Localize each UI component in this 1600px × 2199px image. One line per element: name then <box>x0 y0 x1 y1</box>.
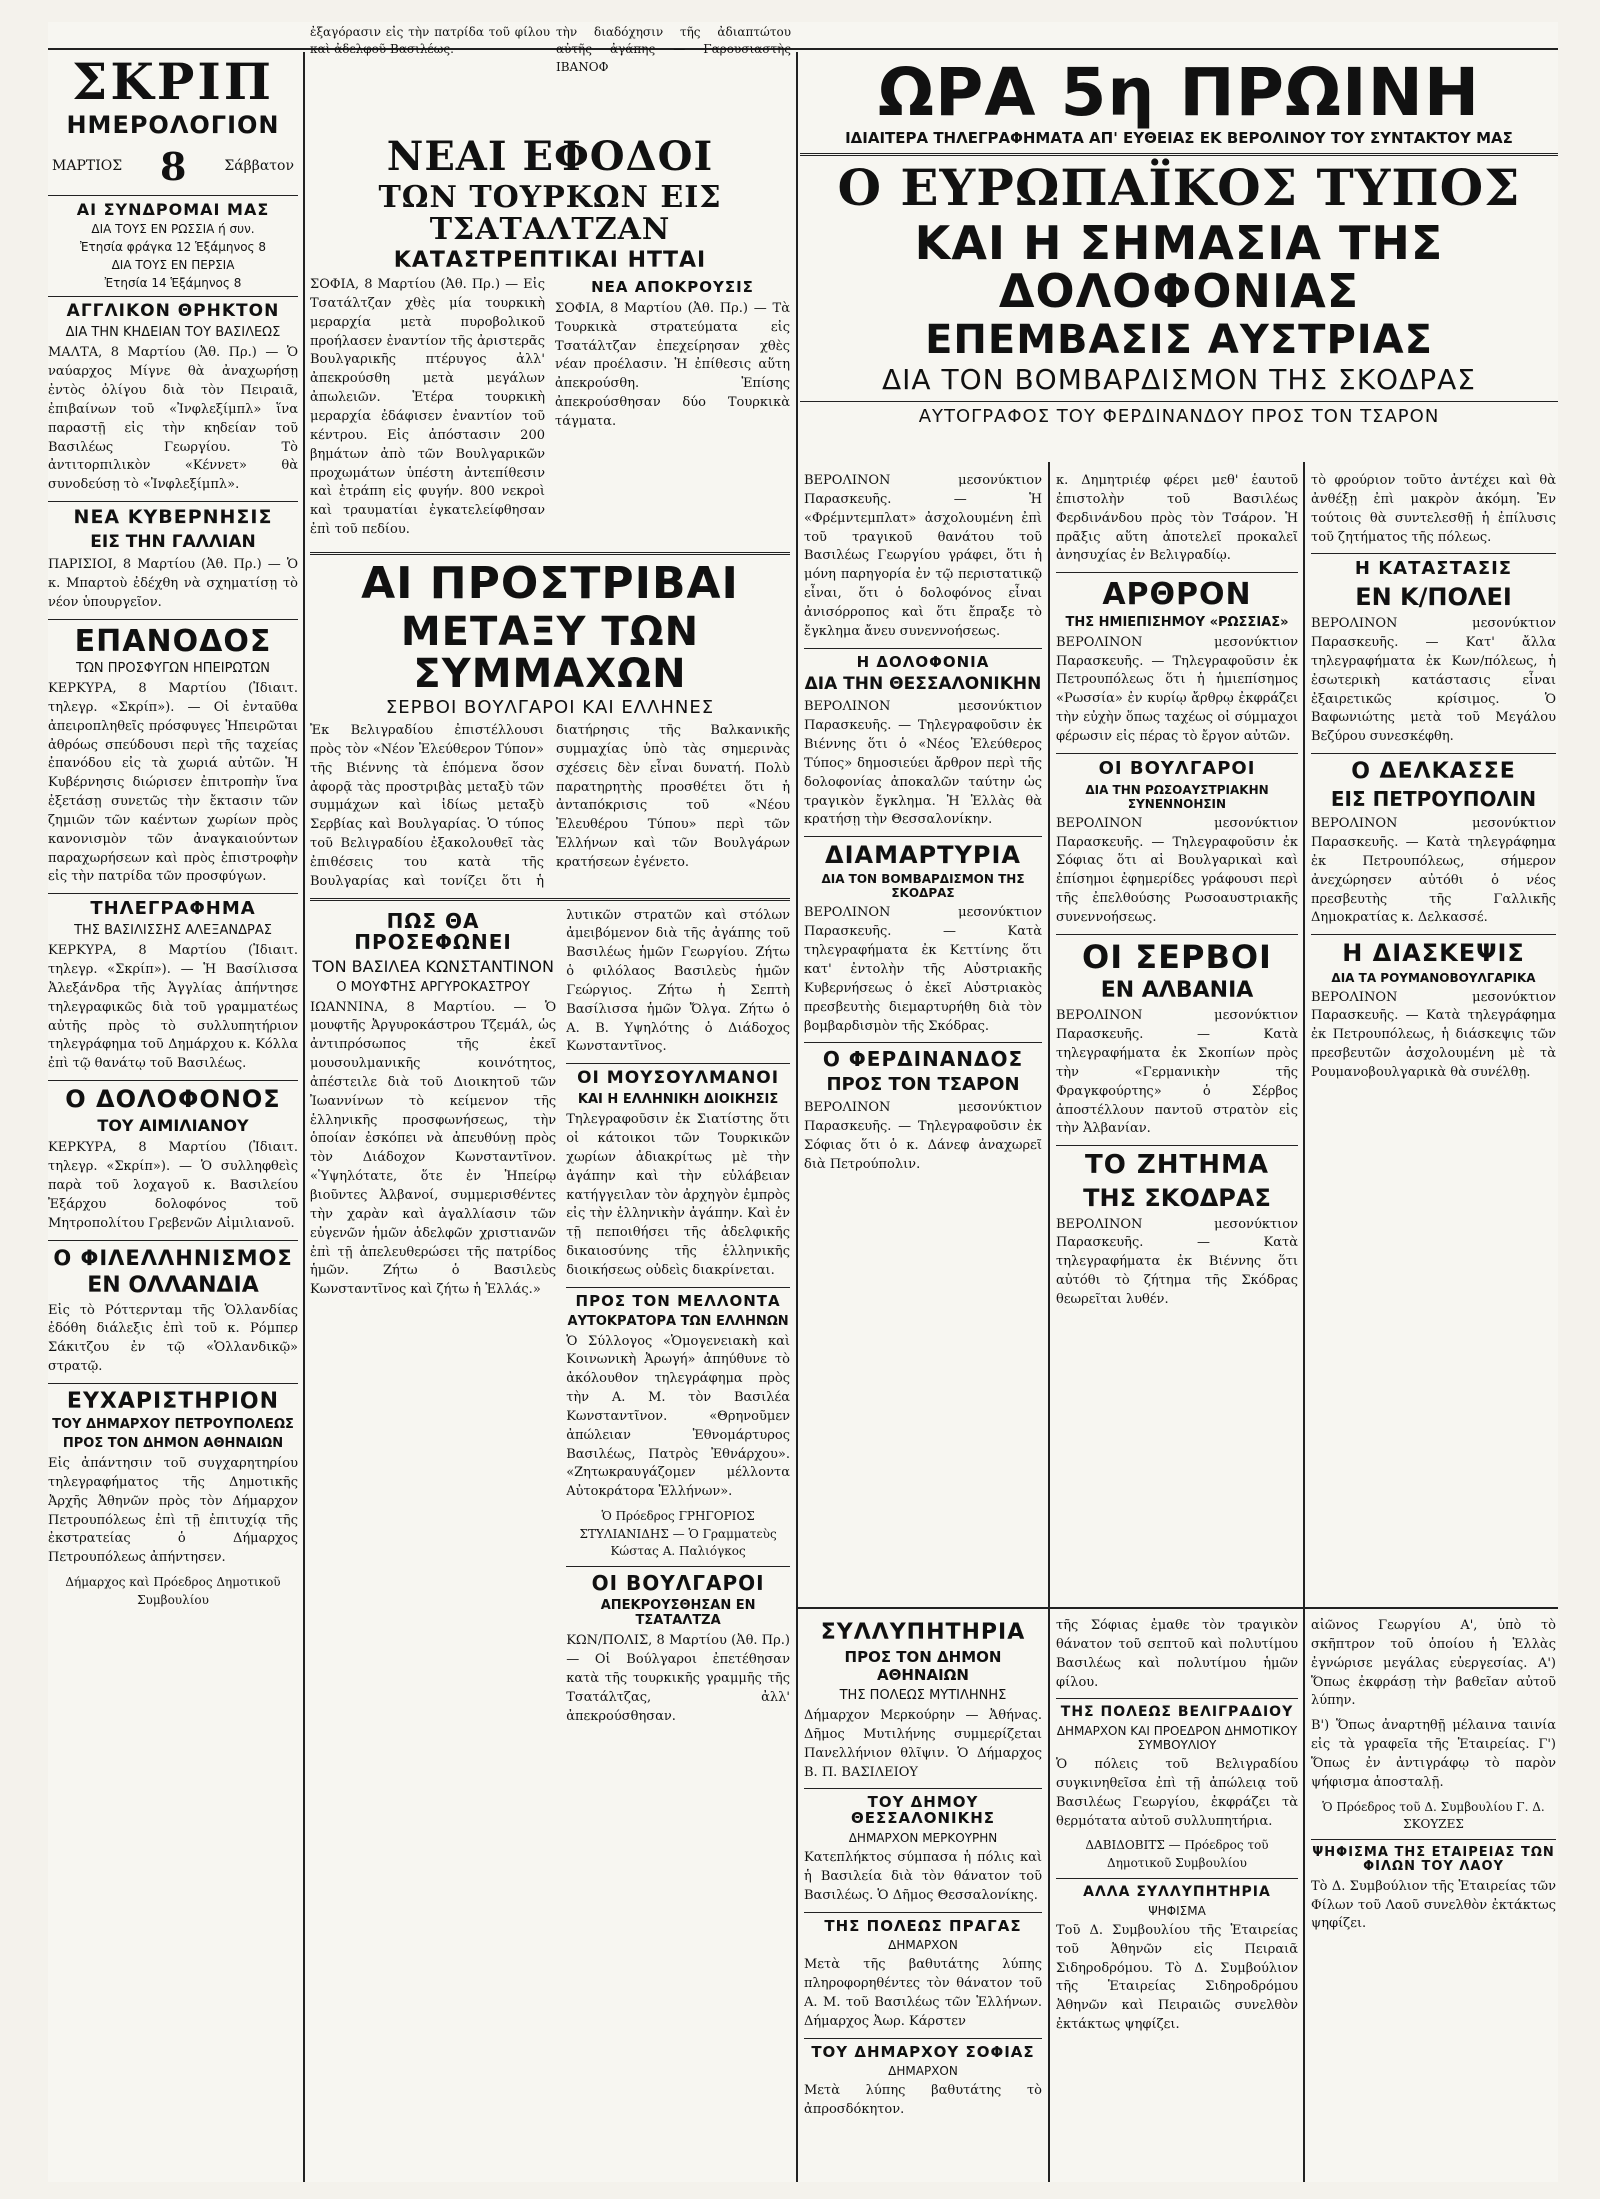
article-body: ΒΕΡΟΛΙΝΟΝ μεσονύκτιον Παρασκευῆς. — Τηλεγραφοῦσιν ἐκ Σόφιας ὅτι αἱ Βουλγαρικαὶ καὶ ἐπίσημοι ἐφημερίδες γράφουσι περὶ τῆς ἐπελθούσης Ρωσοαυστριακῆς συνεννοήσεως. <box>1056 815 1298 925</box>
signature: Ὁ Πρόεδρος τοῦ Δ. Συμβουλίου Γ. Δ. ΣΚΟΥΖΕΣ <box>1322 1799 1545 1831</box>
column-1 <box>48 52 298 2182</box>
subs-line: ΔΙΑ ΤΟΥΣ ΕΝ ΠΕΡΣΙΑ <box>111 258 235 273</box>
column-2 <box>310 132 790 2182</box>
signature: Δήμαρχος καὶ Πρόεδρος Δημοτικοῦ Συμβουλίου <box>65 1575 281 1607</box>
article-body: ΒΕΡΟΛΙΝΟΝ μεσονύκτιον Παρασκευῆς. — Κατὰ τηλεγράφημα ἐκ Πετρουπόλεως, σήμερον ἀνεχώρησεν αὐτόθι ὁ νέος πρεσβευτὴς τῆς Γαλλικῆς Δημοκρατίας κ. Δελκασσέ. <box>1311 816 1556 926</box>
article-title: ΤΟ ΖΗΤΗΜΑ <box>1085 1150 1269 1181</box>
top-strip-text: ἐξαγόρασιν εἰς τὴν πατρίδα τοῦ φίλου καὶ ἀδελφοῦ Βασιλέως. <box>310 25 550 57</box>
article-title: ΨΗΦΙΣΜΑ ΤΗΣ ΕΤΑΙΡΕΙΑΣ ΤΩΝ ΦΙΛΩΝ ΤΟΥ ΛΑΟΥ <box>1312 1845 1555 1875</box>
article-subtitle: Ο ΜΟΥΦΤΗΣ ΑΡΓΥΡΟΚΑΣΤΡΟΥ <box>336 979 530 995</box>
banner: ΩΡΑ 5η ΠΡΩΙΝΗ <box>877 54 1481 131</box>
article-subtitle: ΕΝ ΟΛΛΑΝΔΙΑ <box>87 1272 259 1298</box>
article-body: λυτικῶν στρατῶν καὶ στόλων ἀμειβόμενον διὰ τῆς ἀγάπης τοῦ Βασιλέως ἡμῶν Γεωργίου. Ζήτω ὁ φιλόλαος Βασιλεὺς ἡμῶν Γεώργιος. Ζήτω ἡ Σεπτὴ Βασίλισσα ἡμῶν Ὄλγα. Ζήτω ὁ Α. Β. Υψηλότης ὁ Διάδοχος Κωνσταντῖνος. <box>566 907 790 1055</box>
article-subtitle: ΠΡΟΣ ΤΟΝ ΔΗΜΟΝ ΑΘΗΝΑΙΩΝ <box>62 1436 284 1452</box>
article-subtitle: ΤΟΝ ΒΑΣΙΛΕΑ ΚΩΝΣΤΑΝΤΙΝΟΝ <box>312 956 554 976</box>
article-body: ΚΕΡΚΥΡΑ, 8 Μαρτίου (Ἰδιαιτ. τηλεγρ. «Σκρίπ»). — Οἱ ἐνταῦθα ἀπειροπληθεῖς πρόσφυγες Ἠπειρῶται ἀθρόως σπεύδουσι περὶ τῆς ταχείας ἐπανόδου εἰς τὰ χωριά αὐτῶν. Ἡ Κυβέρνησις διώρισεν ἐπιτροπὴν ἵνα ἐξετάσῃ συνετῶς τὴν ἔκτασιν τῶν ζημιῶν τῶν καέντων χωρίων πρὸς κανονισμὸν τῶν ἀναγκαιούντων παραχωρήσεων καὶ πρὸς ἐπιστροφὴν εἰς τὴν πατρίδα τῶν προσφύγων. <box>48 681 298 885</box>
column-rule <box>1303 462 1305 1622</box>
article-body: Κατεπλήκτος σύμπασα ἡ πόλις καὶ ἡ Βασιλεία διὰ τὸν θάνατον τοῦ Βασιλέως. Ὁ Δῆμος Θεσσαλονίκης. <box>804 1849 1042 1903</box>
masthead-subtitle: ΗΜΕΡΟΛΟΓΙΟΝ <box>66 110 280 139</box>
article-body: ΒΕΡΟΛΙΝΟΝ μεσονύκτιον Παρασκευῆς. — Τηλεγραφοῦσιν ἐκ Πετρουπόλεως ὅτι ἡ ἡμιεπίσημος «Ρωσσία» ἐν κυρίῳ ἄρθρῳ ἐκφράζει τὴν εὐχὴν ὅπως ταχέως οἱ σύμμαχοι φέρωσιν εἰς πέρας τὸ ἔργον αὐτῶν. <box>1056 634 1298 744</box>
article-body: ΜΑΛΤΑ, 8 Μαρτίου (Ἀθ. Πρ.) — Ὁ ναύαρχος Μίγνε θὰ ἀναχωρήσῃ ἐντὸς ὀλίγου διὰ τὸν Πειραιᾶ, ἐπιβαίνων τοῦ «Ἰνφλεξίμπλ» ἵνα παραστῇ εἰς τὴν κηδείαν τοῦ Βασιλέως Γεωργίου. Τὸ ἀντιτορπιλικὸν «Κέννετ» θὰ συνοδεύσῃ τὸ «Ἰνφλεξίμπλ». <box>48 345 298 493</box>
article-body: ΚΕΡΚΥΡΑ, 8 Μαρτίου (Ἰδιαιτ. τηλεγρ. «Σκρίπ»). — Ὁ συλληφθεὶς παρὰ τοῦ λοχαγοῦ κ. Βασιλείου Ἐξάρχου δολοφόνος τοῦ Μητροπολίτου Γρεβενῶν Αἰμιλιανοῦ. <box>48 1140 298 1231</box>
article-subtitle: ΑΠΕΚΡΟΥΣΘΗΣΑΝ ΕΝ ΤΣΑΤΑΛΤΖΑ <box>600 1598 756 1629</box>
article-body: ΠΑΡΙΣΙΟΙ, 8 Μαρτίου (Ἀθ. Πρ.) — Ὁ κ. Μπαρτοὺ ἐδέχθη νὰ σχηματίσῃ τὸ νέον ὑπουργεῖον. <box>48 557 298 610</box>
right-headline-block <box>800 52 1558 462</box>
lead-subtitle: ΣΕΡΒΟΙ ΒΟΥΛΓΑΡΟΙ ΚΑΙ ΕΛΛΗΝΕΣ <box>385 697 715 719</box>
article-body: Δήμαρχον Μερκούρην — Ἀθήνας. Δῆμος Μυτιλήνης συμμερίζεται Πανελλήνιον θλῖψιν. Ὁ Δήμαρχος Β. Π. ΒΑΣΙΛΕΙΟΥ <box>804 1708 1042 1780</box>
article-body: ΣΟΦΙΑ, 8 Μαρτίου (Ἀθ. Πρ.) — Τὰ Τουρκικὰ στρατεύματα εἰς Τσατάλτζαν ἐπεχείρησαν χθὲς νέαν προέλασιν. Ἡ ἐπίθεσις αὕτη ἀπεκρούσθη. Ἐπίσης ἀπεκρούσθησαν δύο Τουρκικὰ τάγματα. <box>555 300 790 429</box>
article-subtitle: ΠΡΟΣ ΤΟΝ ΤΣΑΡΟΝ <box>826 1074 1020 1096</box>
article-body: ΒΕΡΟΛΙΝΟΝ μεσονύκτιον Παρασκευῆς. — Ἡ «Φρέμντεμπλατ» ἀσχολουμένη ἐπὶ τοῦ τραγικοῦ θανάτου τοῦ Βασιλέως Γεωργίου γράφει, ὅτι ἡ μόνη παρηγορία ἐν τῷ περιστατικῷ εἶναι, ὅτι ὁ δολοφόνος εἶναι ἀνισόρροπος καὶ ὅτι ἔπραξε τὸ ἔγκλημα ἄνευ συνεννοήσεως. <box>804 473 1042 639</box>
lower-column-1 <box>804 1617 1042 2182</box>
top-rule <box>48 48 1558 50</box>
top-strip-left <box>310 24 550 124</box>
subs-line: Ἐτησία φράγκα 12 Ἑξάμηνος 8 <box>79 240 267 255</box>
article-title: Ο ΦΕΡΔΙΝΑΝΔΟΣ <box>822 1047 1024 1072</box>
lead-subtitle: ΤΩΝ ΤΟΥΡΚΩΝ ΕΙΣ ΤΣΑΤΑΛΤΖΑΝ <box>378 180 722 247</box>
day: 8 <box>159 143 187 189</box>
article-subtitle: ΕΝ ΑΛΒΑΝΙΑ <box>1100 978 1254 1004</box>
banner-subtitle: ΙΔΙΑΙΤΕΡΑ ΤΗΛΕΓΡΑΦΗΜΑΤΑ ΑΠ' ΕΥΘΕΙΑΣ ΕΚ ΒΕΡΟΛΙΝΟΥ ΤΟΥ ΣΥΝΤΑΚΤΟΥ ΜΑΣ <box>845 129 1513 148</box>
lower-column-3 <box>1311 1617 1556 2182</box>
article-body: Τηλεγραφοῦσιν ἐκ Σιατίστης ὅτι οἱ κάτοικοι τῶν Τουρκικῶν χωρίων ἀδιακρίτως μὲ τὴν ἀγάπην καὶ τὴν εὐλάβειαν κατήγγειλαν τὸν ἀρχηγὸν ἐμπρὸς εἰς τὴν ἑλληνικὴν ἀγάπην. Καὶ ἐν τῇ πεποιθήσει τῆς ἀδελφικῆς δικαιοσύνης τῆς ἑλληνικῆς διοικήσεως οὐδεὶς διακρίνεται. <box>566 1112 790 1278</box>
article-title: ΤΟΥ ΔΗΜΟΥ ΘΕΣΣΑΛΟΝΙΚΗΣ <box>850 1793 996 1828</box>
article-body: ΣΟΦΙΑ, 8 Μαρτίου (Ἀθ. Πρ.) — Εἰς Τσατάλτζαν χθὲς μία τουρκικὴ μεραρχία μετὰ πυροβολικοῦ προήλασεν ἐναντίον τῆς ἀριστερᾶς Βουλγαρικῆς πτέρυγος ἀλλ' ἀπεκρούσθη μετὰ μεγάλων ἀπωλειῶν. Ἑτέρα τουρκικὴ μεραρχία ἐδάφισεν ἐναντίον τοῦ κέντρου. Εἰς ἀπόστασιν 200 βημάτων ἀπὸ τῶν Βουλγαρικῶν προχωμάτων ὑπέστη ἀντεπίθεσιν καὶ ἐτράπη εἰς φυγήν. 800 νεκροὶ καὶ τραυματίαι ἐγκατελείφθησαν ἐπὶ τοῦ πεδίου. <box>310 277 545 538</box>
article-title: ΑΛΛΑ ΣΥΛΛΥΠΗΤΗΡΙΑ <box>1083 1884 1271 1901</box>
article-title: ΠΩΣ ΘΑ ΠΡΟΣΕΦΩΝΕΙ <box>354 908 512 954</box>
article-subtitle: ΔΗΜΑΡΧΟΝ ΚΑΙ ΠΡΟΕΔΡΟΝ ΔΗΜΟΤΙΚΟΥ ΣΥΜΒΟΥΛΙΟΥ <box>1056 1724 1298 1753</box>
article-subtitle: ΔΗΜΑΡΧΟΝ ΜΕΡΚΟΥΡΗΝ <box>848 1830 998 1845</box>
article-title: ΟΙ ΒΟΥΛΓΑΡΟΙ <box>1098 757 1256 779</box>
lead-title: ΝΕΑΙ ΕΦΟΔΟΙ <box>386 133 714 180</box>
subs-title: ΑΙ ΣΥΝΔΡΟΜΑΙ ΜΑΣ <box>76 199 270 219</box>
article-subtitle: ΔΙΑ ΤΑ ΡΟΥΜΑΝΟΒΟΥΛΓΑΡΙΚΑ <box>1331 970 1536 985</box>
article-body: τῆς Σόφιας ἐμαθε τὸν τραγικὸν θάνατον τοῦ σεπτοῦ καὶ πολυτίμου Βασιλέως καὶ πολυτίμου ἡμῶν φίλου. <box>1056 1618 1298 1690</box>
article-title: Η ΔΟΛΟΦΟΝΙΑ <box>856 652 990 671</box>
article-title: Ο ΔΕΛΚΑΣΣΕ <box>1351 759 1516 785</box>
article-subtitle: ΔΙΑ ΤΗΝ ΘΕΣΣΑΛΟΝΙΚΗΝ <box>804 674 1042 695</box>
masthead-name: ΣΚΡΙΠ <box>71 52 274 111</box>
article-body: ΒΕΡΟΛΙΝΟΝ μεσονύκτιον Παρασκευῆς. — Κατ' ἄλλα τηλεγραφήματα ἐκ Κων/πόλεως, ἡ ἐσωτερικὴ κατάστασις εἶναι ἐξαιρετικῶς κρίσιμος. Ὁ Βαφωνιώτης μετὰ τοῦ Μεγάλου Βεζύρου συνεσκέφθη. <box>1311 616 1556 745</box>
subs-line: Ἐτησία 14 Ἑξάμηνος 8 <box>104 276 242 291</box>
column-rule <box>796 52 798 2182</box>
article-subtitle: ΕΙΣ ΠΕΤΡΟΥΠΟΛΙΝ <box>1330 787 1537 812</box>
weekday: Σάββατον <box>224 158 294 175</box>
article-body: ΒΕΡΟΛΙΝΟΝ μεσονύκτιον Παρασκευῆς. — Κατὰ τηλεγραφήματα ἐκ Σκοπίων πρὸς τὴν «Γερμανικὴν τῆς Φραγκφούρτης» ὁ Σέρβος ἀποστέλλουν παντοῦ στρατὸν εἰς τὴν Ἀλβανίαν. <box>1056 1008 1298 1137</box>
article-subtitle: ΤΩΝ ΠΡΟΣΦΥΓΩΝ ΗΠΕΙΡΩΤΩΝ <box>76 661 270 677</box>
newspaper-page <box>48 22 1558 2182</box>
article-body: Β') Ὅπως ἀναρτηθῇ μέλαινα ταινία εἰς τὰ γραφεῖα τῆς Ἑταιρείας. Γ') Ὅπως ἐν ἀντιγράφῳ τὸ παρὸν ψήφισμα ἀποσταλῇ. <box>1311 1718 1556 1790</box>
article-subtitle: ΤΗΣ ΒΑΣΙΛΙΣΣΗΣ ΑΛΕΞΑΝΔΡΑΣ <box>74 923 272 939</box>
lead-subtitle: ΜΕΤΑΞΥ ΤΩΝ ΣΥΜΜΑΧΩΝ <box>400 609 700 698</box>
article-body: Μετὰ τῆς βαθυτάτης λύπης πληροφορηθέντες τὸν θάνατον τοῦ Α. Μ. τοῦ Βασιλέως τῶν Ἑλλήνων. Δήμαρχος Ἀωρ. Κάρστεν <box>804 1957 1042 2029</box>
article-body: Τοῦ Δ. Συμβουλίου τῆς Ἑταιρείας τοῦ Ἀθηνῶν εἰς Πειραιᾶ Σιδηροδρόμου. Τὸ Δ. Συμβούλιον τῆς Ἑταιρείας Σιδηροδρόμου Ἀθηνῶν καὶ Πειραιῶς συνελθὸν ἐκτάκτως ψηφίζει. <box>1056 1922 1298 2033</box>
article-title: ΟΙ ΒΟΥΛΓΑΡΟΙ <box>591 1571 765 1596</box>
headline: ΚΑΙ Η ΣΗΜΑΣΙΑ ΤΗΣ ΔΟΛΟΦΟΝΙΑΣ <box>914 215 1444 318</box>
article-body: κ. Δημητριέφ φέρει μεθ' ἑαυτοῦ ἐπιστολὴν τοῦ Βασιλέως Φερδινάνδου πρὸς τὸν Τσάρον. Ἡ πρᾶξις αὕτη ἀποτελεῖ προκαλεῖ ἀνησυχίας ἐν Βελιγραδίῳ. <box>1056 473 1298 564</box>
article-title: ΕΠΑΝΟΔΟΣ <box>74 623 272 659</box>
top-strip-text: τὴν διαδόχησιν τῆς ἀδιαπτώτου αὐτῆς ἀγάπης — Γαρουσιαστὴς ΙΒΑΝΟΦ <box>556 25 791 74</box>
headline: ΕΠΕΜΒΑΣΙΣ ΑΥΣΤΡΙΑΣ <box>925 317 1433 364</box>
column-rule <box>1303 1622 1305 2182</box>
lead-title: ΑΙ ΠΡΟΣΤΡΙΒΑΙ <box>361 557 739 609</box>
signature: Ὁ Πρόεδρος ΓΡΗΓΟΡΙΟΣ ΣΤΥΛΙΑΝΙΔΗΣ — Ὁ Γραμματεὺς Κώστας Α. Παλιόγκος <box>579 1509 777 1558</box>
article-subtitle: ΕΙΣ ΤΗΝ ΓΑΛΛΙΑΝ <box>90 532 256 553</box>
article-body: Εἰς τὸ Ρόττερνταμ τῆς Ὁλλανδίας ἐδόθη διάλεξις ἐπὶ τοῦ κ. Ρόμπερ Σάκιτζου ἐν τῷ «Ὁλλανδικῷ» στρατῷ. <box>48 1302 298 1375</box>
subcolumn-right <box>566 907 790 1733</box>
article-body: αἰῶνος Γεωργίου Α', ὑπὸ τὸ σκῆπτρον τοῦ ὁποίου ἡ Ἑλλὰς ἐγνώρισε μεγάλας εὐεργεσίας. Α') Ὅπως ἐκφράσῃ τὴν βαθεῖαν αὐτοῦ λύπην. <box>1311 1618 1556 1709</box>
signature: ΔΑΒΙΔΟΒΙΤΣ — Πρόεδρος τοῦ Δημοτικοῦ Συμβουλίου <box>1085 1838 1269 1870</box>
subcolumn-left <box>310 907 556 1733</box>
column-4 <box>1056 472 1298 1602</box>
headline: Ο ΕΥΡΩΠΑΪΚΟΣ ΤΥΠΟΣ <box>837 158 1521 218</box>
article-title: ΟΙ ΜΟΥΣΟΥΛΜΑΝΟΙ <box>577 1068 780 1089</box>
article-title: ΟΙ ΣΕΡΒΟΙ <box>1082 937 1272 976</box>
article-title: ΤΗΣ ΠΟΛΕΩΣ ΒΕΛΙΓΡΑΔΙΟΥ <box>1060 1704 1294 1721</box>
article-title: ΔΙΑΜΑΡΤΥΡΙΑ <box>825 841 1021 870</box>
lower-column-2 <box>1056 1617 1298 2182</box>
article-subtitle: ΔΙΑ ΤΗΝ ΡΩΣΟΑΥΣΤΡΙΑΚΗΝ ΣΥΝΕΝΝΟΗΣΙΝ <box>1085 782 1269 811</box>
subs-line: ΔΙΑ ΤΟΥΣ ΕΝ ΡΩΣΣΙΑ ή συν. <box>91 222 255 237</box>
article-subtitle: ΤΗΣ ΗΜΙΕΠΙΣΗΜΟΥ «ΡΩΣΣΙΑΣ» <box>1065 614 1289 630</box>
article-subtitle: ΔΙΑ ΤΟΝ ΒΟΜΒΑΡΔΙΣΜΟΝ ΤΗΣ ΣΚΟΔΡΑΣ <box>821 872 1025 901</box>
article-subtitle: ΤΟΥ ΑΙΜΙΛΙΑΝΟΥ <box>97 1116 249 1136</box>
top-strip-right <box>556 24 791 124</box>
article-title: Ο ΦΙΛΕΛΛΗΝΙΣΜΟΣ <box>53 1245 293 1270</box>
article-title: Η ΔΙΑΣΚΕΨΙΣ <box>1342 939 1525 968</box>
article-title: ΑΡΘΡΟΝ <box>1102 577 1252 613</box>
article-title: ΑΓΓΛΙΚΟΝ ΘΡΗΚΤΟΝ <box>66 301 280 322</box>
column-rule <box>1048 1622 1050 2182</box>
article-body: ΒΕΡΟΛΙΝΟΝ μεσονύκτιον Παρασκευῆς. — Τηλεγραφοῦσιν ἐκ Σόφιας ὅτι ὁ κ. Δάνεφ ἀναχωρεῖ διὰ Πετρούπολιν. <box>804 1100 1042 1172</box>
article-subtitle: ΔΙΑ ΤΗΝ ΚΗΔΕΙΑΝ ΤΟΥ ΒΑΣΙΛΕΩΣ <box>65 325 281 341</box>
headline: ΔΙΑ ΤΟΝ ΒΟΜΒΑΡΔΙΣΜΟΝ ΤΗΣ ΣΚΟΔΡΑΣ <box>882 363 1476 397</box>
article-body: ΚΕΡΚΥΡΑ, 8 Μαρτίου (Ἰδιαιτ. τηλεγρ. «Σκρίπ»). — Ἡ Βασίλισσα Ἀλεξάνδρα τῆς Ἀγγλίας ἀπήντησε τηλεγραφικῶς διὰ τοῦ γραμματέως αὐτῆς πρὸς τὸ συλλυπητήριον τηλεγράφημα τοῦ Δημάρχου κ. Κόλλα ἐπὶ τῷ θανάτῳ τοῦ Βασιλέως. <box>48 943 298 1072</box>
article-subtitle: ΤΗΣ ΣΚΟΔΡΑΣ <box>1083 1183 1271 1212</box>
article-body: Εἰς ἀπάντησιν τοῦ συγχαρητηρίου τηλεγραφήματος τῆς Δημοτικῆς Ἀρχῆς Ἀθηνῶν πρὸς τὸν Δήμαρχον Πετρουπόλεως ἐπὶ τῇ ἐπιτυχίᾳ τῆς ἐκστρατείας ὁ Δήμαρχος Πετρουπόλεως ἀπήντησεν. <box>48 1456 298 1566</box>
column-5 <box>1311 472 1556 1602</box>
article-body: ΒΕΡΟΛΙΝΟΝ μεσονύκτιον Παρασκευῆς. — Κατὰ τηλεγράφημα ἐκ Πετρουπόλεως, ἡ διάσκεψις τῶν πρεσβευτῶν ἀσχολουμένη μὲ τὰ Ρουμανοβουλγαρικὰ θὰ συνέλθῃ. <box>1311 989 1556 1080</box>
article-subtitle: ΤΗΣ ΠΟΛΕΩΣ ΜΥΤΙΛΗΝΗΣ <box>839 1688 1007 1704</box>
article-subtitle: ΔΗΜΑΡΧΟΝ <box>888 2064 958 2079</box>
column-rule <box>303 52 305 2182</box>
article-body: Ὁ Σύλλογος «Ὁμογενειακὴ καὶ Κοινωνικὴ Ἀρωγή» ἀπηύθυνε τὸ ἀκόλουθον τηλεγράφημα πρὸς τὴν Α. Μ. τὸν Βασιλέα Κωνσταντῖνον. «Θρηνοῦμεν ἀπώλειαν Ἐθνομάρτυρος Βασιλέως, Πατρὸς Ἐθνάρχου». «Ζητωκραυγάζομεν μέλλοντα Αὐτοκράτορα Ἑλλήνων». <box>566 1333 790 1500</box>
article-body: ΙΩΑΝΝΙΝΑ, 8 Μαρτίου. — Ὁ μουφτῆς Ἀργυροκάστρου Τζεμάλ, ὡς ἀντιπρόσωπος τῆς ἐκεῖ μουσουλμανικῆς κοινότητος, ἀπέστειλε διὰ τοῦ Διοικητοῦ τῶν Ἰωαννίνων τὸ κείμενον τῆς ἑλληνικῆς προσφωνήσεως, τὴν ὁποίαν ἐσκόπει νὰ ἀπευθύνῃ πρὸς τὸν Διάδοχον Κωνσταντῖνον. «Ὑψηλότατε, ὅτε ἐν Ἠπείρῳ βιοῦντες Ἀλβανοί, συμμερισθέντες τὴν χαρὰν καὶ ἀγαλλίασιν τῶν εὐγενῶν ἡμῶν ἀδελφῶν χριστιανῶν ἐπὶ τῇ ἀπελευθερώσει τῆς πατρίδος ἡμῶν. Ζήτω ὁ Βασιλεὺς Κωνσταντῖνος καὶ ζήτω ἡ Ἑλλάς.» <box>310 999 557 1298</box>
column-3 <box>804 472 1042 1602</box>
article-body: Ὁ πόλεις τοῦ Βελιγραδίου συγκινηθεῖσα ἐπὶ τῇ ἀπώλειᾳ τοῦ Βασιλέως Γεωργίου, ἐκφράζει τὰ θερμότατα αὐτοῦ συλλυπητήρια. <box>1056 1757 1298 1829</box>
article-title: ΝΕΑ ΚΥΒΕΡΝΗΣΙΣ <box>73 506 273 529</box>
section-rule <box>796 1607 1558 1609</box>
column-rule <box>1048 462 1050 1622</box>
article-subtitle: ΠΡΟΣ ΤΟΝ ΔΗΜΟΝ ΑΘΗΝΑΙΩΝ <box>844 1648 1002 1685</box>
article-title: ΣΥΛΛΥΠΗΤΗΡΙΑ <box>820 1620 1026 1645</box>
article-subtitle: ΚΑΙ Η ΕΛΛΗΝΙΚΗ ΔΙΟΙΚΗΣΙΣ <box>577 1092 779 1108</box>
headline: ΑΥΤΟΓΡΑΦΟΣ ΤΟΥ ΦΕΡΔΙΝΑΝΔΟΥ ΠΡΟΣ ΤΟΝ ΤΣΑΡΟΝ <box>918 405 1440 427</box>
article-title: ΤΗΛΕΓΡΑΦΗΜΑ <box>90 898 256 920</box>
article-body: Τὸ Δ. Συμβούλιον τῆς Ἑταιρείας τῶν Φίλων τοῦ Λαοῦ συνελθὸν ἐκτάκτως ψηφίζει. <box>1311 1878 1556 1932</box>
article-subtitle: ΔΗΜΑΡΧΟΝ <box>888 1938 958 1953</box>
lead-subtitle: ΚΑΤΑΣΤΡΕΠΤΙΚΑΙ ΗΤΤΑΙ <box>393 248 707 273</box>
article-title: ΤΟΥ ΔΗΜΑΡΧΟΥ ΣΟΦΙΑΣ <box>811 2042 1035 2061</box>
article-subtitle: ΨΗΦΙΣΜΑ <box>1148 1903 1206 1918</box>
article-body: τὸ φρούριον τοῦτο ἀντέχει καὶ θὰ ἀνθέξῃ ἐπὶ μακρὸν ἀκόμη. Ἐν τούτοις θὰ συντελεσθῇ ἡ ἐπίλυσις τοῦ ζητήματος τῆς πόλεως. <box>1311 473 1556 545</box>
article-body: ΒΕΡΟΛΙΝΟΝ μεσονύκτιον Παρασκευῆς. — Κατὰ τηλεγραφήματα ἐκ Βιέννης ὅτι αὐτόθι τὸ ζήτημα τῆς Σκόδρας θεωρεῖται λυθέν. <box>1056 1216 1298 1307</box>
masthead-date <box>52 144 294 189</box>
article-body: ΒΕΡΟΛΙΝΟΝ μεσονύκτιον Παρασκευῆς. — Κατὰ τηλεγραφήματα ἐκ Κεττίνης ὅτι κατ' ἐντολὴν τῆς Αὐστριακῆς Κυβερνήσεως ὁ ἐκεῖ Αὐστριακὸς πρεσβευτὴς διεμαρτυρήθη διὰ τὸν βομβαρδισμὸν τῆς Σκόδρας. <box>804 905 1042 1034</box>
article-body: Μετὰ λύπης βαθυτάτης τὸ ἀπροσδόκητον. <box>804 2083 1042 2118</box>
article-title: ΝΕΑ ΑΠΟΚΡΟΥΣΙΣ <box>591 278 754 297</box>
month: ΜΑΡΤΙΟΣ <box>52 158 123 175</box>
article-body: Ἐκ Βελιγραδίου ἐπιστέλλουσι πρὸς τὸν «Νέον Ἐλεύθερον Τύπον» τῆς Βιέννης τὰ ἑπόμενα ὅσον ἀφορᾷ τὰς προστριβὰς μεταξὺ τῶν συμμάχων καὶ ἰδίως μεταξὺ Σερβίας καὶ Βουλγαρίας. Ὁ τύπος τοῦ Βελιγραδίου ἐξακολουθεῖ τὰς ἐπιθέσεις του κατὰ τῆς Βουλγαρίας καὶ τονίζει ὅτι ἡ διατήρησις τῆς Βαλκανικῆς συμμαχίας ὑπὸ τὰς σημερινὰς σχέσεις δὲν εἶναι δυνατή. Πολὺ παρατηρητὴς προσθέτει ὅτι ἡ ἀνταπόκρισις τοῦ «Νέου Ἐλευθέρου Τύπου» περὶ τῶν Ἑλλήνων καὶ τῶν Βουλγάρων κρατήσεων ἐγένετο. <box>310 722 790 889</box>
article-subtitle: ΑΥΤΟΚΡΑΤΟΡΑ ΤΩΝ ΕΛΛΗΝΩΝ <box>567 1313 789 1329</box>
article-body: ΚΩΝ/ΠΟΛΙΣ, 8 Μαρτίου (Ἀθ. Πρ.) — Οἱ Βούλγαροι ἐπετέθησαν κατὰ τῆς τουρκικῆς γραμμῆς τῆς Τσατάλτζας, ἀλλ' ἀπεκρούσθησαν. <box>566 1633 790 1724</box>
article-title: ΠΡΟΣ ΤΟΝ ΜΕΛΛΟΝΤΑ <box>575 1291 781 1310</box>
article-subtitle: ΤΟΥ ΔΗΜΑΡΧΟΥ ΠΕΤΡΟΥΠΟΛΕΩΣ <box>52 1417 294 1433</box>
article-body: ΒΕΡΟΛΙΝΟΝ μεσονύκτιον Παρασκευῆς. — Τηλεγραφοῦσιν ἐκ Βιέννης ὅτι ὁ «Νέος Ἐλεύθερος Τύπος» δημοσιεύει ἄρθρον περὶ τῆς δολοφονίας ἀποκαλῶν ταύτην ὡς τραγικὸν ἔγκλημα. Ἡ Ἑλλὰς θὰ κρατήσῃ τὴν Θεσσαλονίκην. <box>804 699 1042 828</box>
article-title: Ο ΔΟΛΟΦΟΝΟΣ <box>65 1085 281 1114</box>
article-title: Η ΚΑΤΑΣΤΑΣΙΣ <box>1354 558 1513 580</box>
article-subtitle: ΕΝ Κ/ΠΟΛΕΙ <box>1355 583 1512 612</box>
article-title: ΤΗΣ ΠΟΛΕΩΣ ΠΡΑΓΑΣ <box>824 1916 1022 1935</box>
article-title: ΕΥΧΑΡΙΣΤΗΡΙΟΝ <box>66 1388 280 1414</box>
